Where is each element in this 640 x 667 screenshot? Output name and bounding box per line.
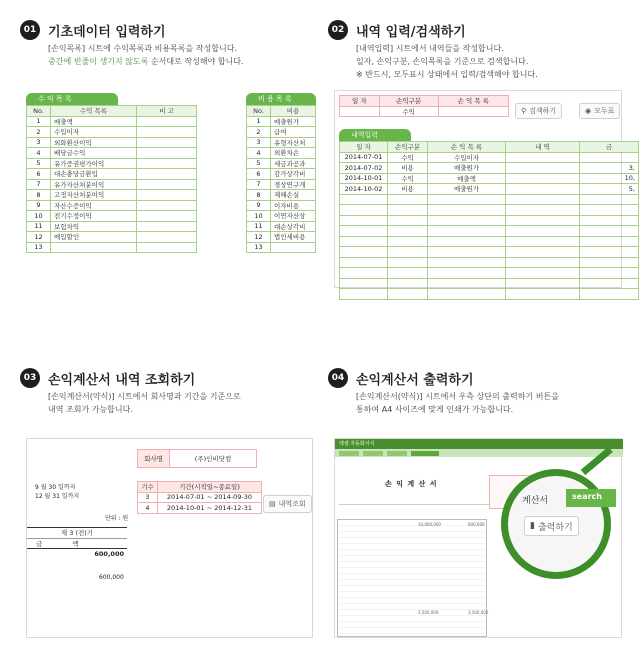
table-cell[interactable]: 매출원가 [271, 116, 316, 127]
table-cell[interactable]: 12 [247, 232, 271, 243]
view-details-button[interactable]: ▤ 내역조회 [263, 495, 312, 513]
table-cell[interactable] [428, 268, 506, 279]
table-row [27, 127, 197, 138]
table-cell[interactable]: 수입이자 [51, 127, 137, 138]
list-icon: ▤ [269, 500, 276, 508]
table-cell[interactable] [580, 152, 639, 163]
table-row [247, 211, 316, 222]
table-cell[interactable]: 4 [247, 148, 271, 159]
search-button[interactable]: ⚲ 검색하기 [515, 103, 562, 119]
table-row [340, 215, 639, 226]
table-cell[interactable] [388, 278, 428, 289]
step-2 [328, 20, 628, 80]
sheet-tab[interactable] [387, 451, 407, 456]
sheet-tabs [335, 449, 623, 457]
amount-value: 600,000 [99, 574, 124, 581]
document-icon: ▮ [530, 521, 535, 531]
step-title: 내역 입력/검색하기 [356, 25, 466, 40]
step-description: [손익계산서(약식)] 시트에서 회사명과 기간을 기준으로 내역 조회가 가능합니다. [48, 392, 241, 414]
step-1 [20, 20, 320, 70]
table-cell[interactable] [137, 116, 197, 127]
amount-table: 제 3 (전)기 금 액 600,000 [27, 527, 127, 559]
table-cell[interactable]: 급여 [271, 127, 316, 138]
table-cell[interactable]: 수입이자 [428, 152, 506, 163]
table-row [247, 190, 316, 201]
entry-sheet [334, 90, 635, 288]
table-cell[interactable]: 법인세비용 [271, 232, 316, 243]
sheet-tab[interactable] [363, 451, 383, 456]
table-cell[interactable] [51, 242, 137, 253]
table-row [247, 169, 316, 180]
table-cell[interactable]: 감가상각비 [271, 169, 316, 180]
table-cell[interactable]: 재해손실 [271, 190, 316, 201]
table-cell[interactable] [340, 226, 388, 237]
table-row [340, 163, 639, 174]
revenue-expense-sheet [26, 90, 313, 288]
table-cell[interactable] [137, 158, 197, 169]
table-cell[interactable] [428, 247, 506, 258]
zoom-callout [501, 469, 611, 579]
entry-tab[interactable]: 내역입력 [339, 129, 411, 141]
table-row [247, 127, 316, 138]
table-cell[interactable]: 2 [247, 127, 271, 138]
step-number: 03 [20, 368, 40, 388]
table-cell[interactable]: 2014-07-02 [340, 163, 388, 174]
step-number: 02 [328, 20, 348, 40]
print-button[interactable]: ▮ 출력하기 [524, 516, 579, 536]
table-cell[interactable] [428, 236, 506, 247]
table-cell[interactable] [506, 268, 580, 279]
step-title: 손익계산서 내역 조회하기 [48, 373, 196, 388]
table-cell[interactable]: 유형자산처 [271, 137, 316, 148]
sheet-tab[interactable] [339, 451, 359, 456]
step-title: 기초데이터 입력하기 [48, 25, 166, 40]
table-cell[interactable]: 3 [247, 137, 271, 148]
table-row [340, 257, 639, 268]
expense-tab[interactable]: 비 용 목 록 [246, 93, 316, 105]
table-cell[interactable]: 수익 [388, 173, 428, 184]
table-cell[interactable] [580, 278, 639, 289]
table-cell[interactable]: 12 [27, 232, 51, 243]
table-cell[interactable]: 2014-07-01 [340, 152, 388, 163]
table-cell[interactable] [506, 257, 580, 268]
table-cell[interactable]: 8 [247, 190, 271, 201]
step-description: [내역입력] 시트에서 내역들을 작성합니다. 일자, 손익구분, 손익목록을 기준으로 검색합니다. ※ 반드시, 모두표시 상태에서 입력/검색해야 합니다. [356, 44, 538, 79]
mini-amount: 3,500,000 [468, 610, 489, 615]
step-description: [손익계산서(약식)] 시트에서 우측 상단의 출력하기 버튼을 통하여 A4 사이즈에 맞게 인쇄가 가능합니다. [356, 392, 559, 414]
table-row [247, 137, 316, 148]
company-name-field[interactable]: (주)인비닷컴 [170, 450, 257, 468]
table-cell[interactable]: 대손상각비 [271, 221, 316, 232]
zoom-label: 계산서 [522, 496, 549, 506]
table-row [27, 242, 197, 253]
step-4 [328, 368, 628, 418]
table-row [27, 169, 197, 180]
table-cell[interactable] [428, 257, 506, 268]
table-cell[interactable]: 외화환산이익 [51, 137, 137, 148]
table-cell[interactable]: 고정자산처분이익 [51, 190, 137, 201]
table-cell[interactable]: 10 [247, 211, 271, 222]
table-cell[interactable]: 2014-10-01 [340, 173, 388, 184]
table-cell[interactable]: 5 [247, 158, 271, 169]
table-cell[interactable] [506, 163, 580, 174]
table-row [340, 173, 639, 184]
table-cell[interactable] [137, 127, 197, 138]
table-cell[interactable] [340, 247, 388, 258]
table-row [27, 116, 197, 127]
table-cell[interactable] [428, 278, 506, 289]
table-cell[interactable] [506, 247, 580, 258]
show-all-button[interactable]: ◉ 모두표 [579, 103, 620, 119]
period-end-lines: 9 월 30 일까지 12 월 31 일까지 [35, 484, 80, 500]
step-3 [20, 368, 320, 418]
table-cell[interactable]: 전기수정이익 [51, 211, 137, 222]
table-row [247, 200, 316, 211]
table-cell[interactable]: 4 [138, 503, 158, 514]
document-lines [339, 499, 489, 505]
table-cell[interactable]: 5 [27, 158, 51, 169]
table-cell[interactable] [580, 205, 639, 216]
table-cell[interactable] [137, 211, 197, 222]
table-cell[interactable] [388, 268, 428, 279]
expense-table: No. 비용 1 매출원가 2 급여 3 유형자산처 4 외환차손 5 세금과공과 6 감가상각비 7 경상연구개 8 재해손실 9 이자비용 10 이연자산상 11 대손상각비 12 법인세비용 13 [246, 105, 316, 253]
mini-amount: 10,000,000 [418, 522, 441, 527]
table-row [138, 503, 262, 514]
table-cell[interactable] [506, 152, 580, 163]
table-cell[interactable]: 유가증권평가이익 [51, 158, 137, 169]
table-cell[interactable]: 11 [247, 221, 271, 232]
print-preview-sheet [334, 438, 622, 638]
table-cell[interactable] [580, 226, 639, 237]
table-cell[interactable]: 8 [27, 190, 51, 201]
circle-icon: ◉ [585, 107, 592, 115]
revenue-table: No. 수익 목록 비 고 1 매출액 2 수입이자 3 외화환산이익 4 배당금수익 5 유가증권평가이익 6 대손충당금환입 7 유가자산처분이익 8 고정자산처분이익 9 자산수증이익 10 전기수정이익 11 보험차익 12 매입할인 13 [26, 105, 197, 253]
table-cell[interactable]: 경상연구개 [271, 179, 316, 190]
table-cell[interactable] [506, 289, 580, 300]
table-cell[interactable] [137, 221, 197, 232]
entry-table: 일 자 손익구분 손 익 목 록 내 역 금 2014-07-01 수익 수입이자 2014-07-02 비용 매출원가 3, 2014-10-01 수익 매출액 10, 2014-10-02 비용 매출원가 5, [339, 141, 639, 300]
table-cell[interactable] [340, 236, 388, 247]
table-cell[interactable] [388, 289, 428, 300]
table-cell[interactable]: 9 [247, 200, 271, 211]
table-cell[interactable] [428, 205, 506, 216]
table-cell[interactable] [580, 247, 639, 258]
table-cell[interactable] [506, 184, 580, 195]
table-row [27, 211, 197, 222]
table-row [340, 152, 639, 163]
table-cell[interactable]: 대손충당금환입 [51, 169, 137, 180]
table-cell[interactable] [388, 236, 428, 247]
table-cell[interactable]: 이자비용 [271, 200, 316, 211]
table-cell[interactable] [506, 278, 580, 289]
table-row [340, 289, 639, 300]
table-cell[interactable]: 4 [27, 148, 51, 159]
table-row [247, 116, 316, 127]
table-cell[interactable] [506, 173, 580, 184]
table-cell[interactable]: 6 [27, 169, 51, 180]
company-table: 회사명 (주)인비닷컴 [137, 449, 257, 468]
app-header-bar [335, 439, 623, 449]
table-row [27, 232, 197, 243]
step-number: 01 [20, 20, 40, 40]
table-cell[interactable]: 매출액 [51, 116, 137, 127]
table-row [27, 179, 197, 190]
revenue-tab[interactable]: 수 익 목 록 [26, 93, 118, 105]
table-cell[interactable] [388, 194, 428, 205]
table-cell[interactable] [137, 137, 197, 148]
table-row [247, 221, 316, 232]
table-cell[interactable]: 배당금수익 [51, 148, 137, 159]
table-cell[interactable]: 보험차익 [51, 221, 137, 232]
table-cell[interactable] [506, 205, 580, 216]
table-cell[interactable] [428, 226, 506, 237]
magnifier-icon: ⚲ [521, 107, 527, 115]
table-cell[interactable]: 11 [27, 221, 51, 232]
table-cell[interactable] [137, 190, 197, 201]
table-cell[interactable] [506, 194, 580, 205]
table-cell[interactable]: 매입할인 [51, 232, 137, 243]
table-cell[interactable]: 외환차손 [271, 148, 316, 159]
table-cell[interactable]: 13 [247, 242, 271, 253]
table-cell[interactable] [340, 194, 388, 205]
table-cell[interactable] [580, 194, 639, 205]
table-cell[interactable] [137, 200, 197, 211]
table-cell[interactable]: 6 [247, 169, 271, 180]
step-number: 04 [328, 368, 348, 388]
table-cell[interactable]: 10, [580, 173, 639, 184]
table-cell[interactable] [137, 148, 197, 159]
table-row [340, 184, 639, 195]
app-title: 엑셀 자동화서식 [339, 441, 375, 447]
table-cell[interactable]: 세금과공과 [271, 158, 316, 169]
table-row [340, 194, 639, 205]
table-row [138, 492, 262, 503]
table-cell[interactable] [388, 215, 428, 226]
statement-body [337, 519, 487, 637]
table-cell[interactable]: 1 [27, 116, 51, 127]
table-cell[interactable]: 13 [27, 242, 51, 253]
table-cell[interactable] [271, 242, 316, 253]
table-cell[interactable]: 2014-07-01 ~ 2014-09-30 [158, 492, 262, 503]
item-field[interactable] [438, 106, 508, 117]
table-cell[interactable]: 5, [580, 184, 639, 195]
step-description: [손익목록] 시트에 수익목록과 비용목록을 작성합니다. 중간에 빈줄이 생기지 않도록 순서대로 작성해야 합니다. [48, 44, 244, 66]
table-cell[interactable] [506, 226, 580, 237]
table-row [340, 226, 639, 237]
table-cell[interactable] [137, 242, 197, 253]
table-cell[interactable] [340, 268, 388, 279]
table-row [27, 190, 197, 201]
table-cell[interactable]: 2014-10-02 [340, 184, 388, 195]
table-row [247, 148, 316, 159]
table-cell[interactable]: 2 [27, 127, 51, 138]
table-cell[interactable] [580, 257, 639, 268]
table-row [247, 232, 316, 243]
table-cell[interactable] [137, 232, 197, 243]
table-row [247, 179, 316, 190]
table-cell[interactable] [428, 289, 506, 300]
table-row [340, 278, 639, 289]
table-cell[interactable] [340, 257, 388, 268]
table-cell[interactable]: 7 [27, 179, 51, 190]
step-title: 손익계산서 출력하기 [356, 373, 474, 388]
table-row [27, 137, 197, 148]
table-cell[interactable]: 비용 [388, 184, 428, 195]
table-row [27, 221, 197, 232]
table-cell[interactable] [428, 194, 506, 205]
table-cell[interactable] [428, 215, 506, 226]
table-row [247, 242, 316, 253]
zoom-search-button[interactable]: search [566, 489, 616, 507]
table-cell[interactable]: 9 [27, 200, 51, 211]
table-row [340, 205, 639, 216]
table-cell[interactable]: 수익 [388, 152, 428, 163]
table-cell[interactable] [340, 205, 388, 216]
document-title: 손 익 계 산 서 [385, 480, 438, 488]
table-row [27, 148, 197, 159]
income-statement-sheet [26, 438, 313, 638]
mini-amount: 3,500,000 [418, 610, 439, 615]
table-cell[interactable] [580, 236, 639, 247]
table-cell[interactable]: 2014-10-01 ~ 2014-12-31 [158, 503, 262, 514]
table-cell[interactable]: 매출원가 [428, 163, 506, 174]
table-cell[interactable]: 3, [580, 163, 639, 174]
table-cell[interactable] [506, 215, 580, 226]
table-cell[interactable] [388, 247, 428, 258]
table-cell[interactable]: 이연자산상 [271, 211, 316, 222]
table-cell[interactable] [340, 278, 388, 289]
table-cell[interactable] [340, 289, 388, 300]
table-row [247, 158, 316, 169]
table-cell[interactable]: 3 [138, 492, 158, 503]
table-cell[interactable]: 매출액 [428, 173, 506, 184]
table-cell[interactable] [388, 257, 428, 268]
table-cell[interactable] [580, 215, 639, 226]
table-cell[interactable] [580, 289, 639, 300]
table-row [340, 247, 639, 258]
table-row [27, 158, 197, 169]
table-cell[interactable]: 3 [27, 137, 51, 148]
table-cell[interactable]: 매출원가 [428, 184, 506, 195]
sheet-tab[interactable] [411, 451, 439, 456]
table-cell[interactable]: 10 [27, 211, 51, 222]
table-cell[interactable] [506, 236, 580, 247]
table-row [340, 268, 639, 279]
date-field[interactable] [340, 106, 380, 117]
table-row [340, 236, 639, 247]
table-cell[interactable]: 1 [247, 116, 271, 127]
table-cell[interactable]: 유가자산처분이익 [51, 179, 137, 190]
search-criteria-table: 일 자 손익구분 손 익 목 록 수익 [339, 95, 509, 117]
table-row [27, 200, 197, 211]
table-cell[interactable]: 자산수증이익 [51, 200, 137, 211]
period-table: 기수 기간(시작일~종료일) 3 2014-07-01 ~ 2014-09-30 4 2014-10-01 ~ 2014-12-31 [137, 481, 262, 514]
table-cell[interactable]: 7 [247, 179, 271, 190]
table-cell[interactable]: 비용 [388, 163, 428, 174]
table-cell[interactable] [137, 179, 197, 190]
table-cell[interactable] [340, 215, 388, 226]
table-cell[interactable] [580, 268, 639, 279]
mini-amount: 600,000 [468, 522, 485, 527]
table-cell[interactable] [388, 205, 428, 216]
table-cell[interactable] [388, 226, 428, 237]
unit-label: 단위 : 원 [105, 515, 129, 522]
table-cell[interactable] [137, 169, 197, 180]
category-field[interactable]: 수익 [379, 106, 438, 117]
